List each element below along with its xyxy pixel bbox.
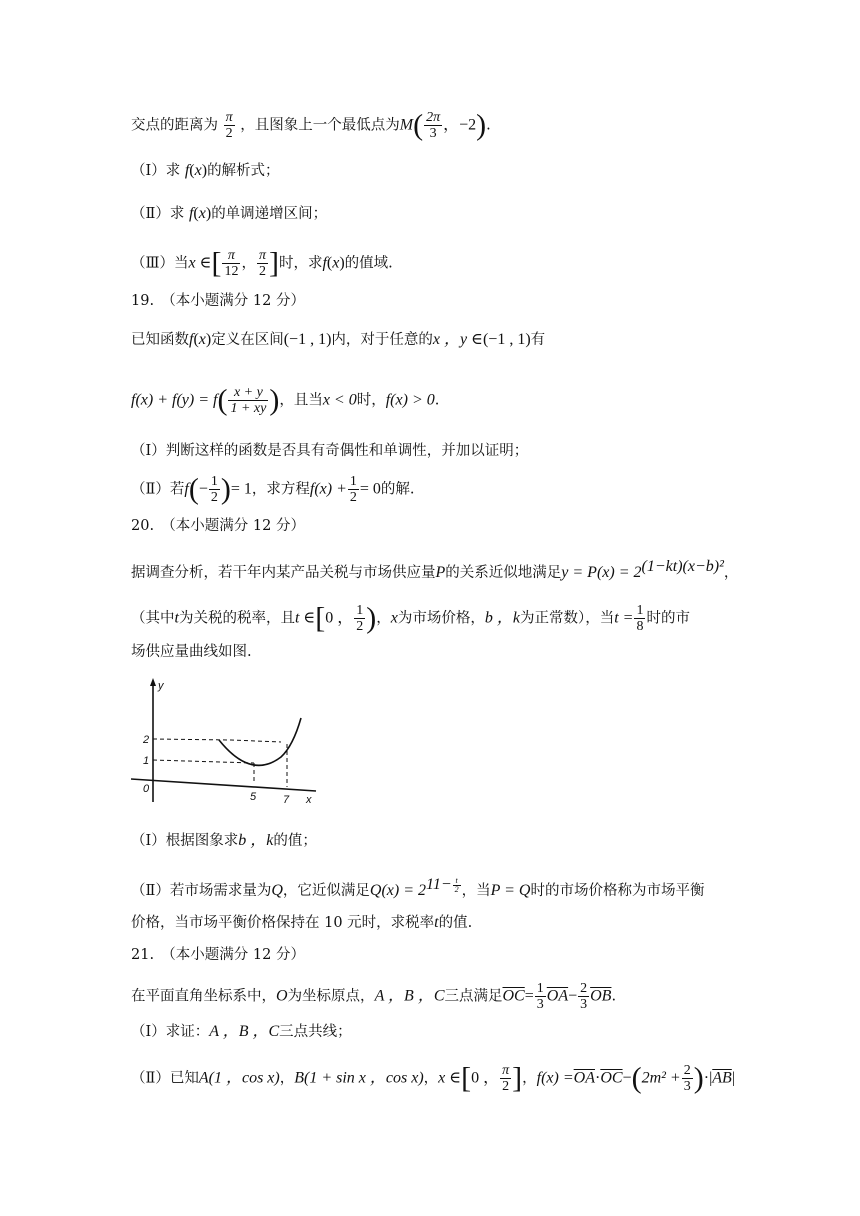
comma: ， — [376, 610, 391, 627]
fraction-pi-over-12 — [222, 248, 240, 279]
numerator: π — [502, 1063, 510, 1078]
x-y-in: x ，y ∈ — [432, 331, 483, 348]
text: 已知函数 — [131, 332, 189, 348]
numerator: π — [258, 248, 266, 263]
fraction-pi-over-2 — [500, 1063, 511, 1094]
fraction-pi-over-2 — [224, 110, 235, 141]
period: . — [611, 988, 617, 1005]
denominator: 2 — [225, 126, 233, 141]
func-f: f — [322, 254, 327, 272]
interval: (−1 , 1) — [482, 331, 531, 348]
problem-20-line-2: （其中t为关税的税率，且t ∈[0 ， $\frac{1}{2}$ )，x为市场价格，b ，k为正常数），当t = $\frac{1}{8}$ 时的市 — [131, 601, 690, 635]
text: ，当 — [461, 882, 491, 899]
func-f: f — [189, 331, 194, 348]
text: ，求方程 — [251, 481, 310, 498]
var-x: x — [332, 254, 340, 272]
problem-19-equation: f(x) + f(y) = f( $\frac{x + y}{1 + xy}$ )，且当x < 0时，f(x) > 0. — [131, 383, 440, 417]
comma: ， — [279, 1070, 295, 1087]
fraction-half — [348, 474, 359, 505]
equation-left: f(x) + f(y) = f — [131, 391, 218, 409]
func-f: f — [184, 162, 190, 179]
fraction-two-thirds — [682, 1063, 693, 1094]
text: （Ⅱ）求 — [131, 206, 185, 222]
question-18-2: （Ⅱ）求 f(x)的单调递增区间； — [131, 205, 328, 222]
vector-oa: $\overline{OA}$ — [573, 1069, 595, 1087]
text: 的解. — [380, 481, 415, 498]
denominator: 2 — [210, 490, 218, 505]
text: 的单调递增区间； — [211, 206, 328, 222]
comma: ， — [423, 1070, 439, 1087]
denominator: 2 — [349, 490, 357, 505]
text: 的值域. — [344, 255, 393, 272]
var-x: x — [198, 331, 206, 348]
t-in: t ∈ — [294, 609, 316, 627]
y-label: y — [158, 680, 164, 692]
question-21-2: （Ⅱ）已知A(1 ，cos x)，B(1 + sin x ，cos x)，x ∈[0 ， $\frac{\pi}{2}$ ]，$f(x) =\overline{OA}\cdot\overline{OC}-(2m^2$ + $\frac{2}{3}$ )$\cdot|\overline{AB}|$ — [131, 1061, 736, 1095]
fraction-one-eighth — [634, 603, 645, 634]
x-axis-curve — [131, 779, 316, 791]
equals-zero: = 0 — [359, 480, 381, 498]
denominator: 2 — [502, 1079, 510, 1094]
vector-ob: $\overline{OB}$ — [590, 987, 612, 1005]
numerator: 2 — [683, 1063, 691, 1078]
question-20-2 — [131, 874, 704, 902]
equals: = — [524, 987, 534, 1005]
text: 时，求 — [278, 255, 323, 272]
period: . — [434, 392, 440, 409]
point-m: M — [399, 116, 414, 134]
var-q: Q — [271, 881, 283, 899]
vector-oc: $\overline{OC}$ — [600, 1069, 623, 1087]
point-a: A(1 ，cos x) — [198, 1069, 280, 1087]
text: 定义在区间 — [211, 332, 284, 348]
dashed-y2 — [153, 739, 281, 742]
text: 在平面直角坐标系中， — [131, 988, 276, 1005]
condition: x < 0 — [322, 391, 357, 409]
text: ，它近似满足 — [282, 882, 370, 899]
fraction-half — [209, 474, 220, 505]
text: 的值； — [273, 833, 317, 849]
text: ，−2 — [443, 116, 477, 134]
question-19-2: （Ⅱ）若f(− $\frac{1}{2}$ )= 1，求方程f(x) + $\frac{1}{2}$ = 0的解. — [131, 472, 415, 506]
text: ，且图象上一个最低点为 — [240, 117, 400, 134]
problem-20-line-3: 场供应量曲线如图. — [131, 644, 252, 660]
minus: − — [198, 480, 208, 498]
text: 据调查分析，若干年内某产品关税与市场供应量 — [131, 564, 436, 581]
supply-formula: y = P(x) = 2 — [561, 563, 642, 581]
text: 为关税的税率，且 — [178, 610, 295, 627]
denominator: 3 — [580, 997, 588, 1012]
var-x: x — [198, 205, 206, 222]
exponent: (1−kt)(x−b)² — [641, 558, 724, 575]
numerator: 2 — [580, 981, 588, 996]
text: 时， — [356, 392, 386, 409]
dot: · — [594, 1069, 601, 1087]
denominator: 3 — [429, 126, 437, 141]
text: （Ⅱ）已知 — [131, 1070, 199, 1087]
equals-one: = 1 — [230, 480, 252, 498]
fraction-two-thirds — [578, 981, 589, 1012]
supply-curve — [219, 718, 301, 765]
fraction-2pi-over-3 — [424, 110, 442, 141]
fx-plus: f(x) + — [309, 480, 347, 498]
numerator: 2π — [426, 110, 441, 125]
denominator: 2 — [258, 264, 266, 279]
tick-y-2: 2 — [143, 734, 150, 746]
two-m-squared: 2m² + — [641, 1069, 681, 1087]
minus: − — [568, 987, 578, 1005]
denominator: 1 + xy — [230, 401, 267, 416]
paren-close: ) — [476, 108, 487, 142]
dashed-y1 — [153, 760, 254, 763]
fraction-one-third — [535, 981, 546, 1012]
origin-label: 0 — [143, 783, 150, 795]
tick-x-7: 7 — [283, 794, 290, 806]
zero: 0 ， — [325, 609, 354, 627]
text: 为坐标原点， — [287, 988, 375, 1005]
text: （Ⅱ）若 — [131, 481, 185, 498]
problem-20-line-1 — [131, 556, 738, 584]
heading-19: 19. （本小题满分 12 分） — [131, 293, 305, 309]
comma: ， — [241, 255, 256, 272]
dot: · — [703, 1069, 710, 1087]
numerator: 1 — [536, 981, 544, 996]
point-o: O — [276, 987, 288, 1005]
question-21-1 — [131, 1021, 352, 1043]
var-t: t — [174, 609, 179, 627]
numerator: 1 — [349, 474, 357, 489]
numerator: 1 — [210, 474, 218, 489]
tick-x-5: 5 — [250, 791, 257, 803]
var-x: x — [390, 609, 398, 627]
demand-formula: Q(x) = 2 — [369, 881, 427, 899]
question-20-1 — [131, 830, 317, 852]
text: 时的市 — [646, 610, 690, 627]
text: （Ⅰ）根据图象求 — [131, 833, 239, 849]
fraction-pi-over-2 — [257, 248, 268, 279]
exponent: 11− t 2 — [426, 875, 459, 894]
text: （Ⅲ）当 — [131, 255, 189, 272]
numerator: π — [222, 248, 240, 264]
var-x: x — [194, 162, 202, 179]
y-axis-arrow — [150, 678, 156, 686]
p-eq-q: P = Q — [490, 881, 531, 899]
question-18-1: （Ⅰ）求 f(x)的解析式； — [131, 162, 280, 179]
line-1 — [131, 110, 491, 141]
comma: ， — [522, 1070, 537, 1087]
b-k: b ，k — [238, 832, 274, 849]
text: 的关系近似地满足 — [445, 564, 562, 581]
text: 时的市场价格称为市场平衡 — [530, 882, 705, 899]
x-label: x — [306, 794, 312, 806]
text: 内，对于任意的 — [331, 332, 433, 348]
heading-20: 20. （本小题满分 12 分） — [131, 518, 305, 534]
t-eq: t = — [614, 609, 634, 627]
text: （其中 — [131, 610, 175, 627]
numerator: π — [225, 110, 233, 125]
denominator: 3 — [683, 1079, 691, 1094]
text: （Ⅰ）求证： — [131, 1024, 210, 1040]
func-f: f — [184, 480, 189, 498]
text: 有 — [530, 332, 546, 348]
fraction-half — [354, 603, 365, 634]
text: ，且当 — [279, 392, 323, 409]
text: 价格，当市场平衡价格保持在 10 元时，求税率 — [131, 915, 435, 931]
text: 为市场价格， — [397, 610, 485, 627]
fx-eq: f(x) = — [536, 1069, 574, 1087]
var-p: P — [435, 563, 446, 581]
x-in: x ∈ — [438, 1069, 462, 1087]
text: 的值. — [438, 915, 473, 931]
problem-21-line-1 — [131, 981, 616, 1012]
vector-ab: $\overline{AB}$ — [712, 1069, 732, 1087]
denominator: 12 — [224, 264, 239, 279]
paren-open: ( — [413, 108, 424, 142]
question-18-3: （Ⅲ）当x ∈[ $\frac{\pi}{12}$ ， $\frac{\pi}{2}$ ]时，求f(x)的值域. — [131, 246, 393, 280]
points-abc: A ，B ，C — [209, 1023, 280, 1040]
vector-oc: $\overline{OC}$ — [502, 987, 525, 1005]
text: 交点的距离为 — [131, 117, 218, 134]
condition: f(x) > 0 — [385, 391, 435, 409]
x-in: x ∈ — [188, 254, 212, 272]
b-k: b ，k — [484, 609, 520, 627]
func-f: f — [188, 205, 194, 222]
denominator: 2 — [356, 619, 364, 634]
question-20-2-cont — [131, 912, 472, 934]
text: （Ⅰ）求 — [131, 163, 181, 179]
text: 的解析式； — [207, 163, 280, 179]
var-t: t — [434, 914, 439, 931]
text: 为正常数），当 — [519, 610, 615, 627]
text: 三点共线； — [279, 1024, 352, 1040]
points-abc: A ，B ，C — [374, 987, 445, 1005]
period: . — [486, 117, 491, 134]
interval: (−1 , 1) — [283, 331, 332, 348]
point-b: B(1 + sin x ，cos x) — [294, 1069, 424, 1087]
question-19-1: （Ⅰ）判断这样的函数是否具有奇偶性和单调性，并加以证明； — [131, 443, 529, 459]
denominator: 8 — [636, 619, 644, 634]
numerator: 1 — [636, 603, 644, 618]
zero: 0 ， — [471, 1069, 500, 1087]
minus: − — [622, 1069, 632, 1087]
numerator: 1 — [356, 603, 364, 618]
comma: ， — [723, 564, 739, 581]
problem-19-line-1: 已知函数f(x)定义在区间(−1 , 1)内，对于任意的x ，y ∈(−1 , 1)有 — [131, 331, 546, 348]
vector-oa: $\overline{OA}$ — [546, 987, 569, 1005]
text: 三点满足 — [444, 988, 503, 1005]
supply-curve-figure — [131, 672, 331, 812]
heading-21: 21. （本小题满分 12 分） — [131, 947, 305, 963]
text: （Ⅱ）若市场需求量为 — [131, 882, 272, 899]
tick-y-1: 1 — [143, 755, 150, 767]
denominator: 3 — [536, 997, 544, 1012]
fraction-xy — [228, 385, 268, 416]
numerator: x + y — [228, 385, 268, 401]
